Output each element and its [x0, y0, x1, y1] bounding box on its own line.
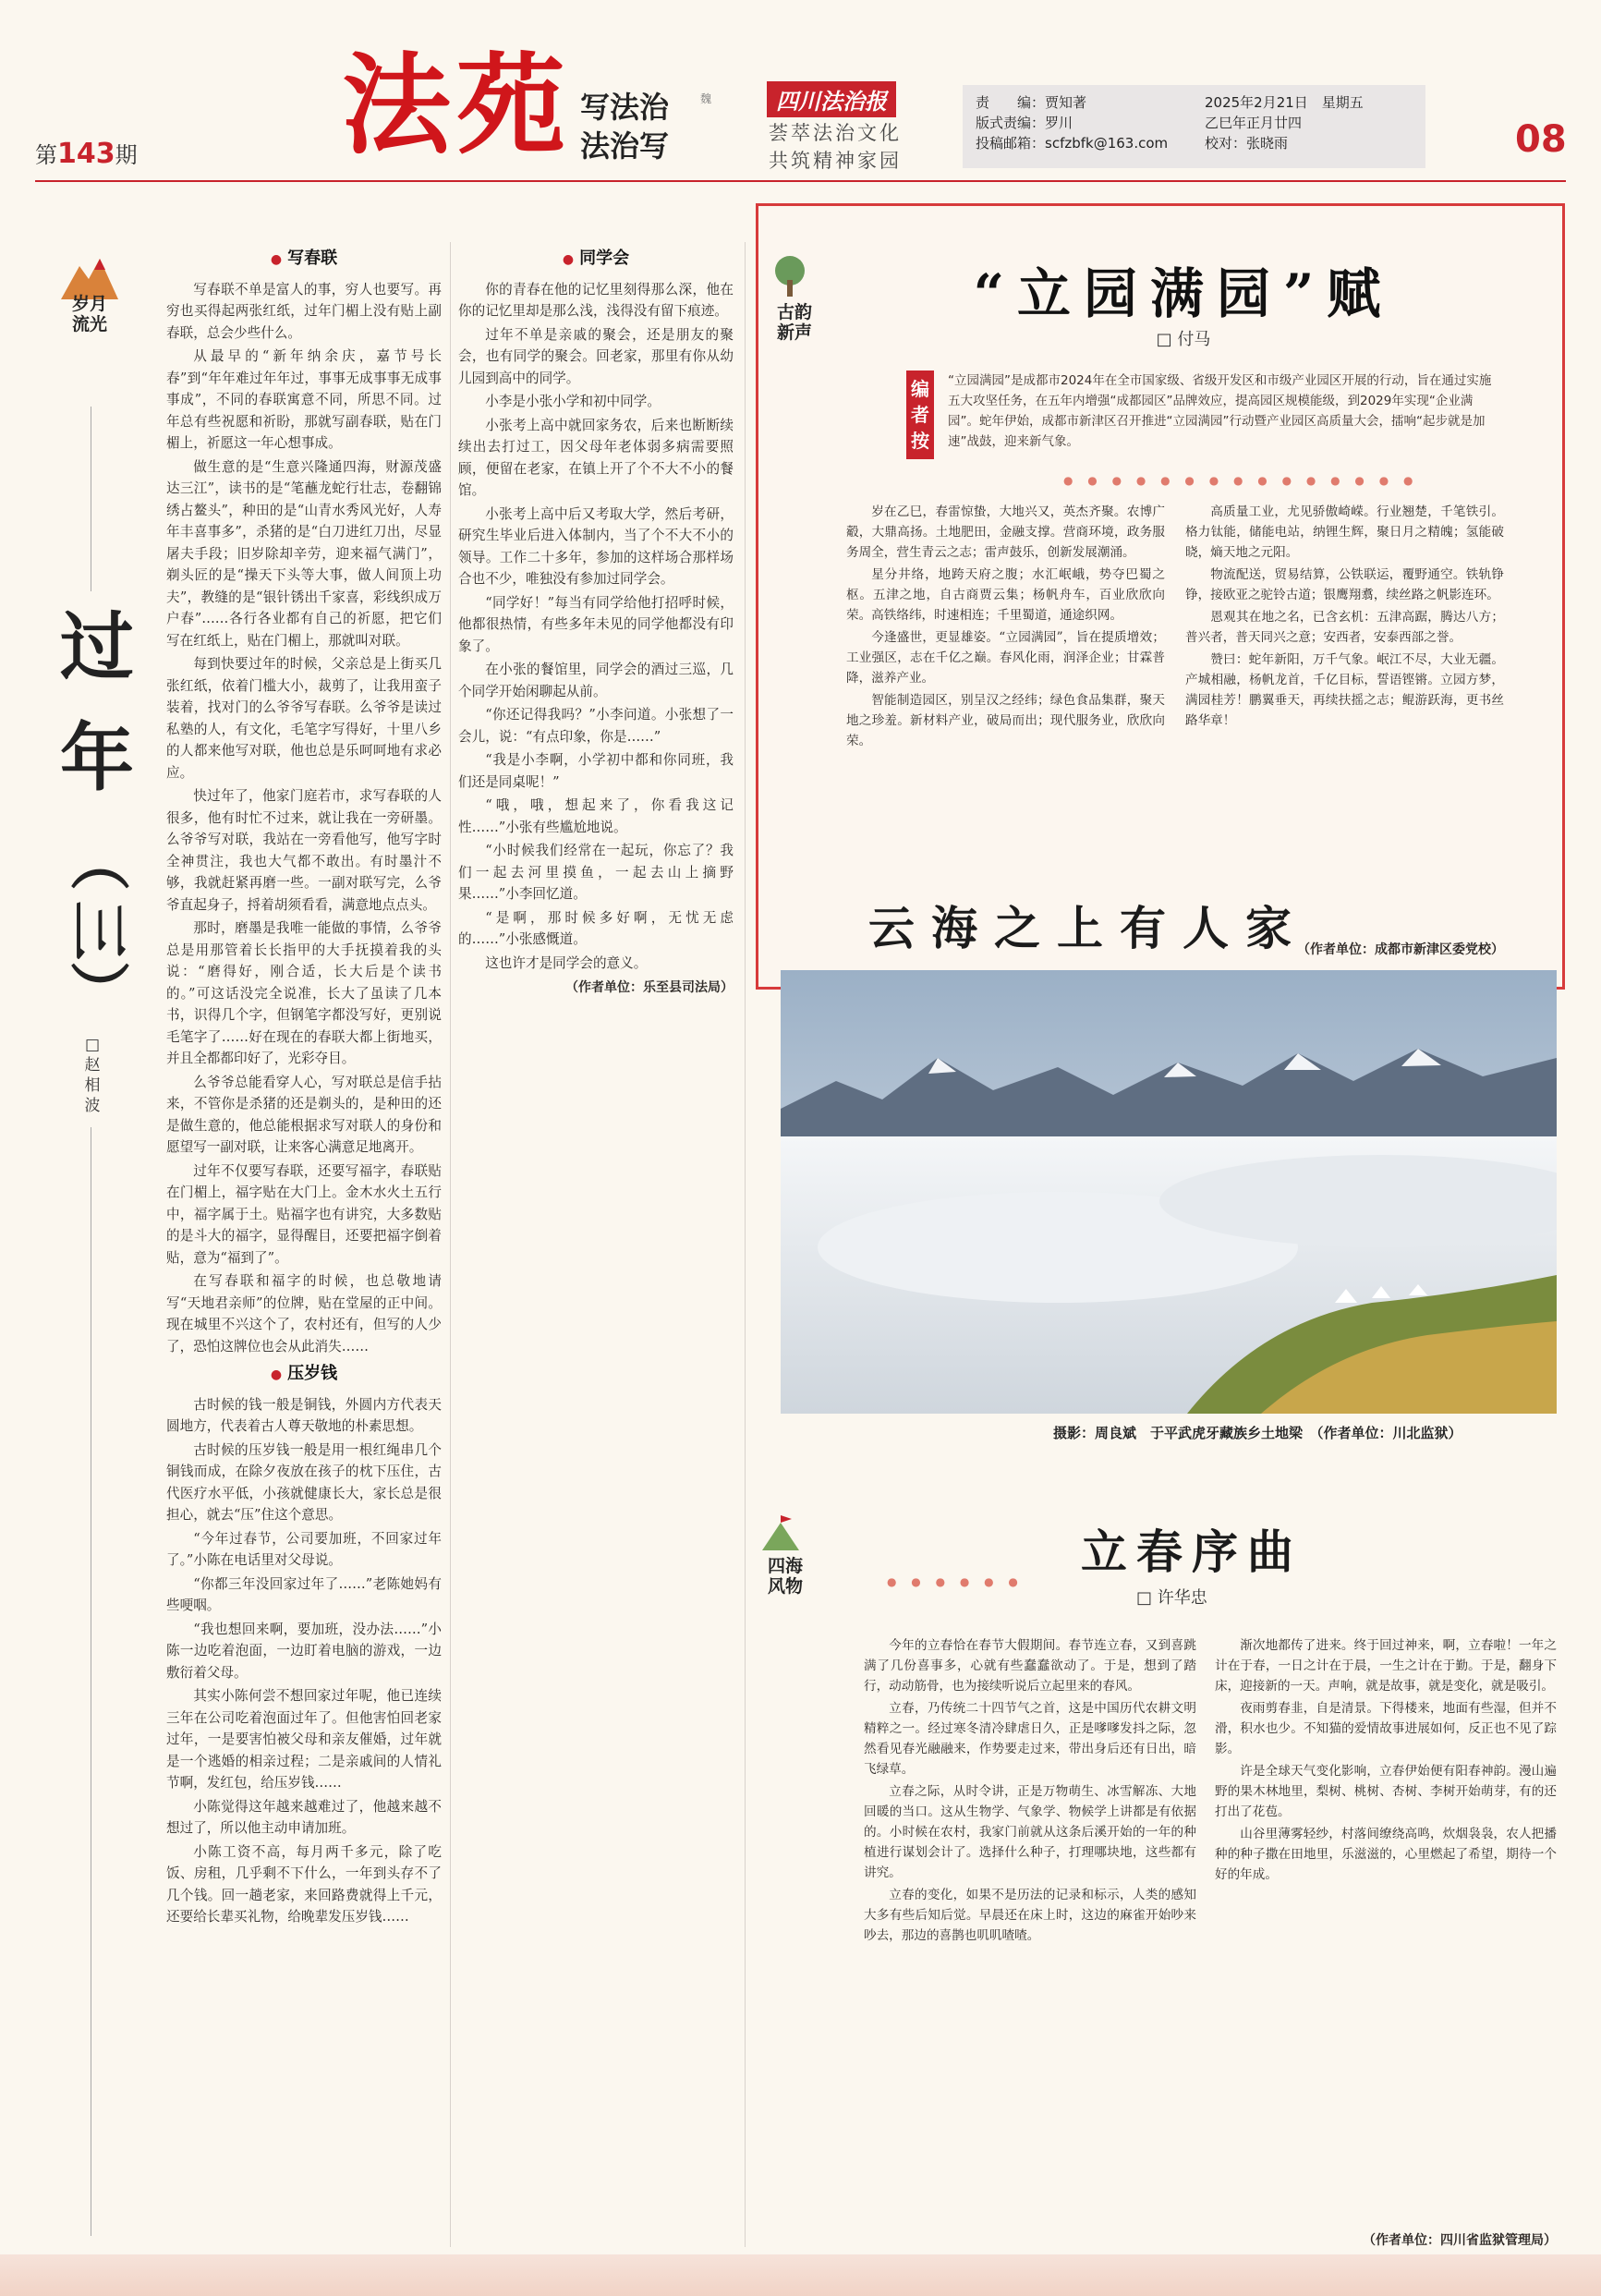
- spring-article-title: 立春序曲: [1081, 1525, 1303, 1579]
- article-column-1: ● 写春联 写春联不单是富人的事，穷人也要写。再穷也买得起两张红纸，过年门楣上没有贴上副春联，总会少些什么。 从最早的“新年纳余庆，嘉节号长春”到“年年难过年年过，事事无成事事无成事事成”，不同的春联寓意不同，所思不同。过年总有些祝愿和祈盼，那就写副春联，贴在门楣上，祈愿这一年心想事成。 做生意的是“生意兴隆通四海，财源茂盛达三江”，读书的是“笔蘸龙蛇行壮志，卷翻锦绣占鳌头”，种田的是“山青水秀风光好，人寿年丰喜事多”，杀猪的是“白刀进红刀出，尽显屠夫手段；旧岁除却辛劳，迎来福气满门”，剃头匠的是“操天下头等大事，做人间顶上功夫”，教缝的是“银针锈出千家喜，彩线织成万户春”……各行各业都有自己的祈愿，把它们写在红纸上，贴在门楣上，那就叫对联。 每到快要过年的时候，父亲总是上街买几张红纸，依着门槛大小，裁剪了，让我用蛮子装着，找对门的么爷爷写春联。么爷爷是读过私塾的人，有文化，毛笔字写得好，十里八乡的人都来他写对联，他也总是乐呵呵地有求必应。 快过年了，他家门庭若市，求写春联的人很多，他有时忙不过来，就让我在一旁研墨。么爷爷写对联，我站在一旁看他写，他写字时全神贯注，我也大气都不敢出。有时墨汁不够，我就赶紧再磨一些。一副对联写完，么爷爷直起身子，捋着胡须看看，满意地点点头。 那时，磨墨是我唯一能做的事情，么爷爷总是用那管着长长指甲的大手抚摸着我的头说：“磨得好，刚合适，长大后是个读书的。”可这话没完全说准，长大了虽读了几本书，识得几个字，但钢笔字都没写好，更别说毛笔字了……好在现在的春联大都上街地买，并且全都都印好了，光彩夺目。 么爷爷总能看穿人心，写对联总是信手拈来，不管你是杀猪的还是剃头的，是种田的还是做生意的，他总能根据求写对联人的身份和愿望写一副对联，让来客心满意足地离开。 过年不仅要写春联，还要写福字，春联贴在门楣上，福字贴在大门上。金木水火土五行中，福字属于土。贴福字也有讲究，大多数贴的是斗大的福字，显得醒目，还要把福字倒着贴，意为“福到了”。 在写春联和福字的时候，也总敬地请写“天地君亲师”的位牌，贴在堂屋的正中间。现在城里不兴这个了，农村还有，但写的人少了，恐怕这牌位也会从此消失…… ● 压岁钱 古时候的钱一般是铜钱，外圆内方代表天圆地方，代表着古人尊天敬地的朴素思想。 古时候的压岁钱一般是用一根红绳串几个铜钱而成，在除夕夜放在孩子的枕下压住，古代医疗水平低，小孩就健康长大，家长总是很担心，就去“压”住这个意思。 “今年过春节，公司要加班，不回家过年了。”小陈在电话里对父母说。 “你都三年没回家过年了……”老陈她妈有些哽咽。 “我也想回来啊，要加班，没办法……”小陈一边吃着泡面，一边盯着电脑的游戏，一边敷衍着父母。 其实小陈何尝不想回家过年呢，他已连续三年在公司吃着泡面过年了。但他害怕回老家过年，一是要害怕被父母和亲友催婚，过年就是一个逃婚的相亲过程；二是亲戚间的人情礼节啊，发红包，给压岁钱…… 小陈觉得这年越来越难过了，他越来越不想过了，所以他主动申请加班。 小陈工资不高，每月两千多元，除了吃饭、房租，几乎剩不下什么，一年到头存不了几个钱。回一趟老家，来回路费就得上千元，还要给长辈买礼物，给晚辈发压岁钱……: [166, 242, 442, 2252]
- date-info: 2025年2月21日 星期五 乙巳年正月廿四 校对：张晓雨: [1192, 85, 1425, 168]
- section-heading: ● 写春联: [166, 248, 442, 272]
- brand-logo: 四川法治报: [767, 81, 896, 117]
- column-divider: [450, 242, 451, 2247]
- tree-icon: [762, 252, 818, 298]
- poem-body-left: 岁在乙巳，春雷惊蛰，大地兴又，英杰齐聚。农博广觳，大鼎高扬。土地肥田，金融支撑。营商环境，政务服务周全，营生青云之志；雷声鼓乐，创新发展潮涌。 星分井络，地跨天府之腹；水汇岷峨，势夺巴蜀之枢。五津之地，自古商贾云集；杨帆舟车，百业欣欣向荣。高铁络纬，时速相连；千里蜀道，通途织网。 今逢盛世，更显雄姿。“立园满园”，旨在提质增效；工业强区，志在千亿之巅。春风化雨，润泽企业；甘霖普降，滋养产业。 智能制造园区，别呈汉之经纬；绿色食品集群，聚天地之珍羞。新材料产业，破局而出；现代服务业，欣欣向荣。: [846, 504, 1165, 748]
- poem-box: [756, 203, 1565, 990]
- column-badge-guyunxinsheng: 古韵 新声: [762, 252, 827, 343]
- column-badge-suiyueliuguang: 岁月 流光: [57, 242, 122, 381]
- cloud-sea-photo: [781, 970, 1557, 1414]
- spring-column-1: 今年的立春恰在春节大假期间。春节连立春，又到喜跳满了几份喜事多，心就有些蠢蠢欲动了。于是，想到了踏行，动动筋骨，也为接续听说后立起里来的春风。 立春，乃传统二十四节气之首，这是中国历代农耕文明精粹之一。经过寒冬清冷肆虐日久，正是嗲嗲发抖之际，忽然看见春光融融来，作势要走过来，带出身后还有日出，暗飞绿草。 立春之际，从时令讲，正是万物萌生、冰雪解冻、大地回暖的当口。这从生物学、气象学、物候学上讲都是有依据的。小时候在农村，我家门前就从这条后溪开始的一年的种植进行谋划会计了。选择什么种子，打理哪块地，这些都有讲究。 立春的变化，如果不是历法的记录和标示，人类的感知大多有些后知后觉。早晨还在床上时，这边的麻雀开始吵来吵去，那边的喜鹊也叽叽喳喳。: [864, 1638, 1196, 1943]
- footer-band: [0, 2254, 1601, 2296]
- brand-slogan-1: 荟萃法治文化: [769, 122, 902, 144]
- article-title-number: 三: [63, 901, 132, 960]
- editor-info: 责 编：贾知著 版式责编：罗川 投稿邮箱：scfzbfk@163.com: [963, 85, 1196, 168]
- brand-slogan-2: 共筑精神家园: [769, 150, 902, 172]
- section-heading: ● 压岁钱: [166, 1363, 442, 1387]
- page-number: 08: [1515, 118, 1567, 161]
- divider-dots: ● ● ● ● ● ●: [887, 1575, 1024, 1588]
- article-title-paren-open: （: [63, 832, 132, 891]
- article-title-char-1: 过: [60, 603, 134, 690]
- mountain-landscape-image: [781, 970, 1557, 1414]
- spring-column-2: 渐次地都传了进来。终于回过神来，啊，立春啦！一年之计在于春，一日之计在于晨，一生之计在于勤。于是，翻身下床，迎接新的一天。声响，就是故事，就是变化，就是吸引。 夜雨剪春韭，自是清景。下得楼来，地面有些湿，但并不滑，积水也少。不知猫的爱情故事进展如何，反正也不见了踪影。 许是全球天气变化影响，立春伊始便有阳春神韵。漫山遍野的果木林地里，梨树、桃树、杏树、李树开始萌芽，有的还打出了花苞。 山谷里薄雾轻纱，村落间缭绕高鸣，炊烟袅袅，农人把播种的种子撒在田地里，乐滋滋的，心里燃起了希望，期待一个好的年成。: [1215, 1638, 1557, 1882]
- divider-dots: ● ● ● ● ● ● ● ● ● ● ● ● ● ● ●: [1063, 474, 1419, 487]
- poem-title: “立园满园”赋: [973, 262, 1394, 325]
- calligraphy-motto: 写法治 法治写: [580, 90, 670, 164]
- editor-note: “立园满园”是成都市2024年在全市国家级、省级开发区和市级产业园区开展的行动，旨在通过实施五大攻坚任务，在五年内增强“成都园区”品牌效应，提高园区规模能级，到2029年实现“企业满园”。蛇年伊始，成都市新津区召开推进“立园满园”行动暨产业园区高质量大会，擂响“起步就是加速”战鼓，迎来新气象。: [948, 373, 1492, 449]
- article-column-2: ● 同学会 你的青春在他的记忆里刻得那么深，他在你的记忆里却是那么浅，浅得没有留下痕迹。 过年不单是亲戚的聚会，还是朋友的聚会，也有同学的聚会。回老家，那里有你从幼儿园到高中的同学。 小李是小张小学和初中同学。 小张考上高中就回家务农，后来也断断续续出去打过工，因父母年老体弱多病需要照顾，便留在老家，在镇上开了个不大不小的餐馆。 小张考上高中后又考取大学，然后考研，研究生毕业后进入体制内，当了个不大不小的领导。工作二十多年，参加的这样场合那样场合也不少，唯独没有参加过同学会。 “同学好！”每当有同学给他打招呼时候，他都很热情，有些多年未见的同学他都没有印象了。 在小张的餐馆里，同学会的酒过三巡，几个同学开始闲聊起从前。 “你还记得我吗？”小李问道。小张想了一会儿，说：“有点印象，你是……” “我是小李啊，小学初中都和你同班，我们还是同桌呢！” “哦，哦，想起来了，你看我这记性……”小张有些尴尬地说。 “小时候我们经常在一起玩，你忘了？我们一起去河里摸鱼，一起去山上摘野果……”小李回忆道。 “是啊，那时候多好啊，无忧无虑的……”小张感慨道。 这也许才是同学会的意义。 （作者单位：乐至县司法局）: [458, 242, 734, 2252]
- article-title-char-2: 年: [60, 714, 134, 801]
- author-unit: （作者单位：四川省监狱管理局）: [1363, 2233, 1557, 2248]
- column-divider: [745, 242, 746, 2247]
- author-unit: （作者单位：乐至县司法局）: [565, 980, 734, 995]
- masthead-rule: [35, 180, 1566, 182]
- issue-number: 第143期: [35, 138, 138, 170]
- flag-icon: [753, 1515, 808, 1552]
- column-badge-sihaifengwu: 四海 风物: [753, 1515, 818, 1597]
- calligraphy-signature: 魏: [700, 92, 712, 105]
- page-logo: 法苑: [342, 41, 572, 169]
- section-heading: ● 同学会: [458, 248, 734, 272]
- article-title-paren-close: ）: [63, 961, 132, 1020]
- article-author: □ 赵 相 波: [84, 1036, 101, 1115]
- spring-article-author: □ 许华忠: [1136, 1588, 1207, 1608]
- editor-note-tag: 编 者 按: [906, 371, 934, 459]
- poem-body-right: 高质量工业，尤见骄傲崎嵘。行业翘楚，千笔铁引。格力钛能，储能电站，纳锂生辉，聚日月之精魄；氢能破晓，熵天地之元阳。 物流配送，贸易结算，公铁联运，覆野通空。铁轨铮铮，接欧亚之驼铃古道；银鹰翔翥，续丝路之帆影连环。 恩观其在地之名，已含玄机：五津高踞，腾达八方；普兴者，普天同兴之意；安西者，安泰西部之誉。 赞曰：蛇年新阳，万千气象。岷江不尽，大业无疆。产城相融，杨帆龙首，千亿目标，誓语铿锵。立园方梦，满园桂芳！鹏翼垂天，再续扶摇之志；鲲游跃海，更书丝路华章！: [1185, 504, 1504, 728]
- author-unit: （作者单位：成都市新津区委党校）: [1297, 942, 1504, 957]
- poem-author: □ 付马: [1156, 330, 1211, 349]
- photo-caption: 摄影：周良斌 于平武虎牙藏族乡土地梁 （作者单位：川北监狱）: [1053, 1425, 1462, 1441]
- photo-section-title: 云海之上有人家: [868, 901, 1308, 955]
